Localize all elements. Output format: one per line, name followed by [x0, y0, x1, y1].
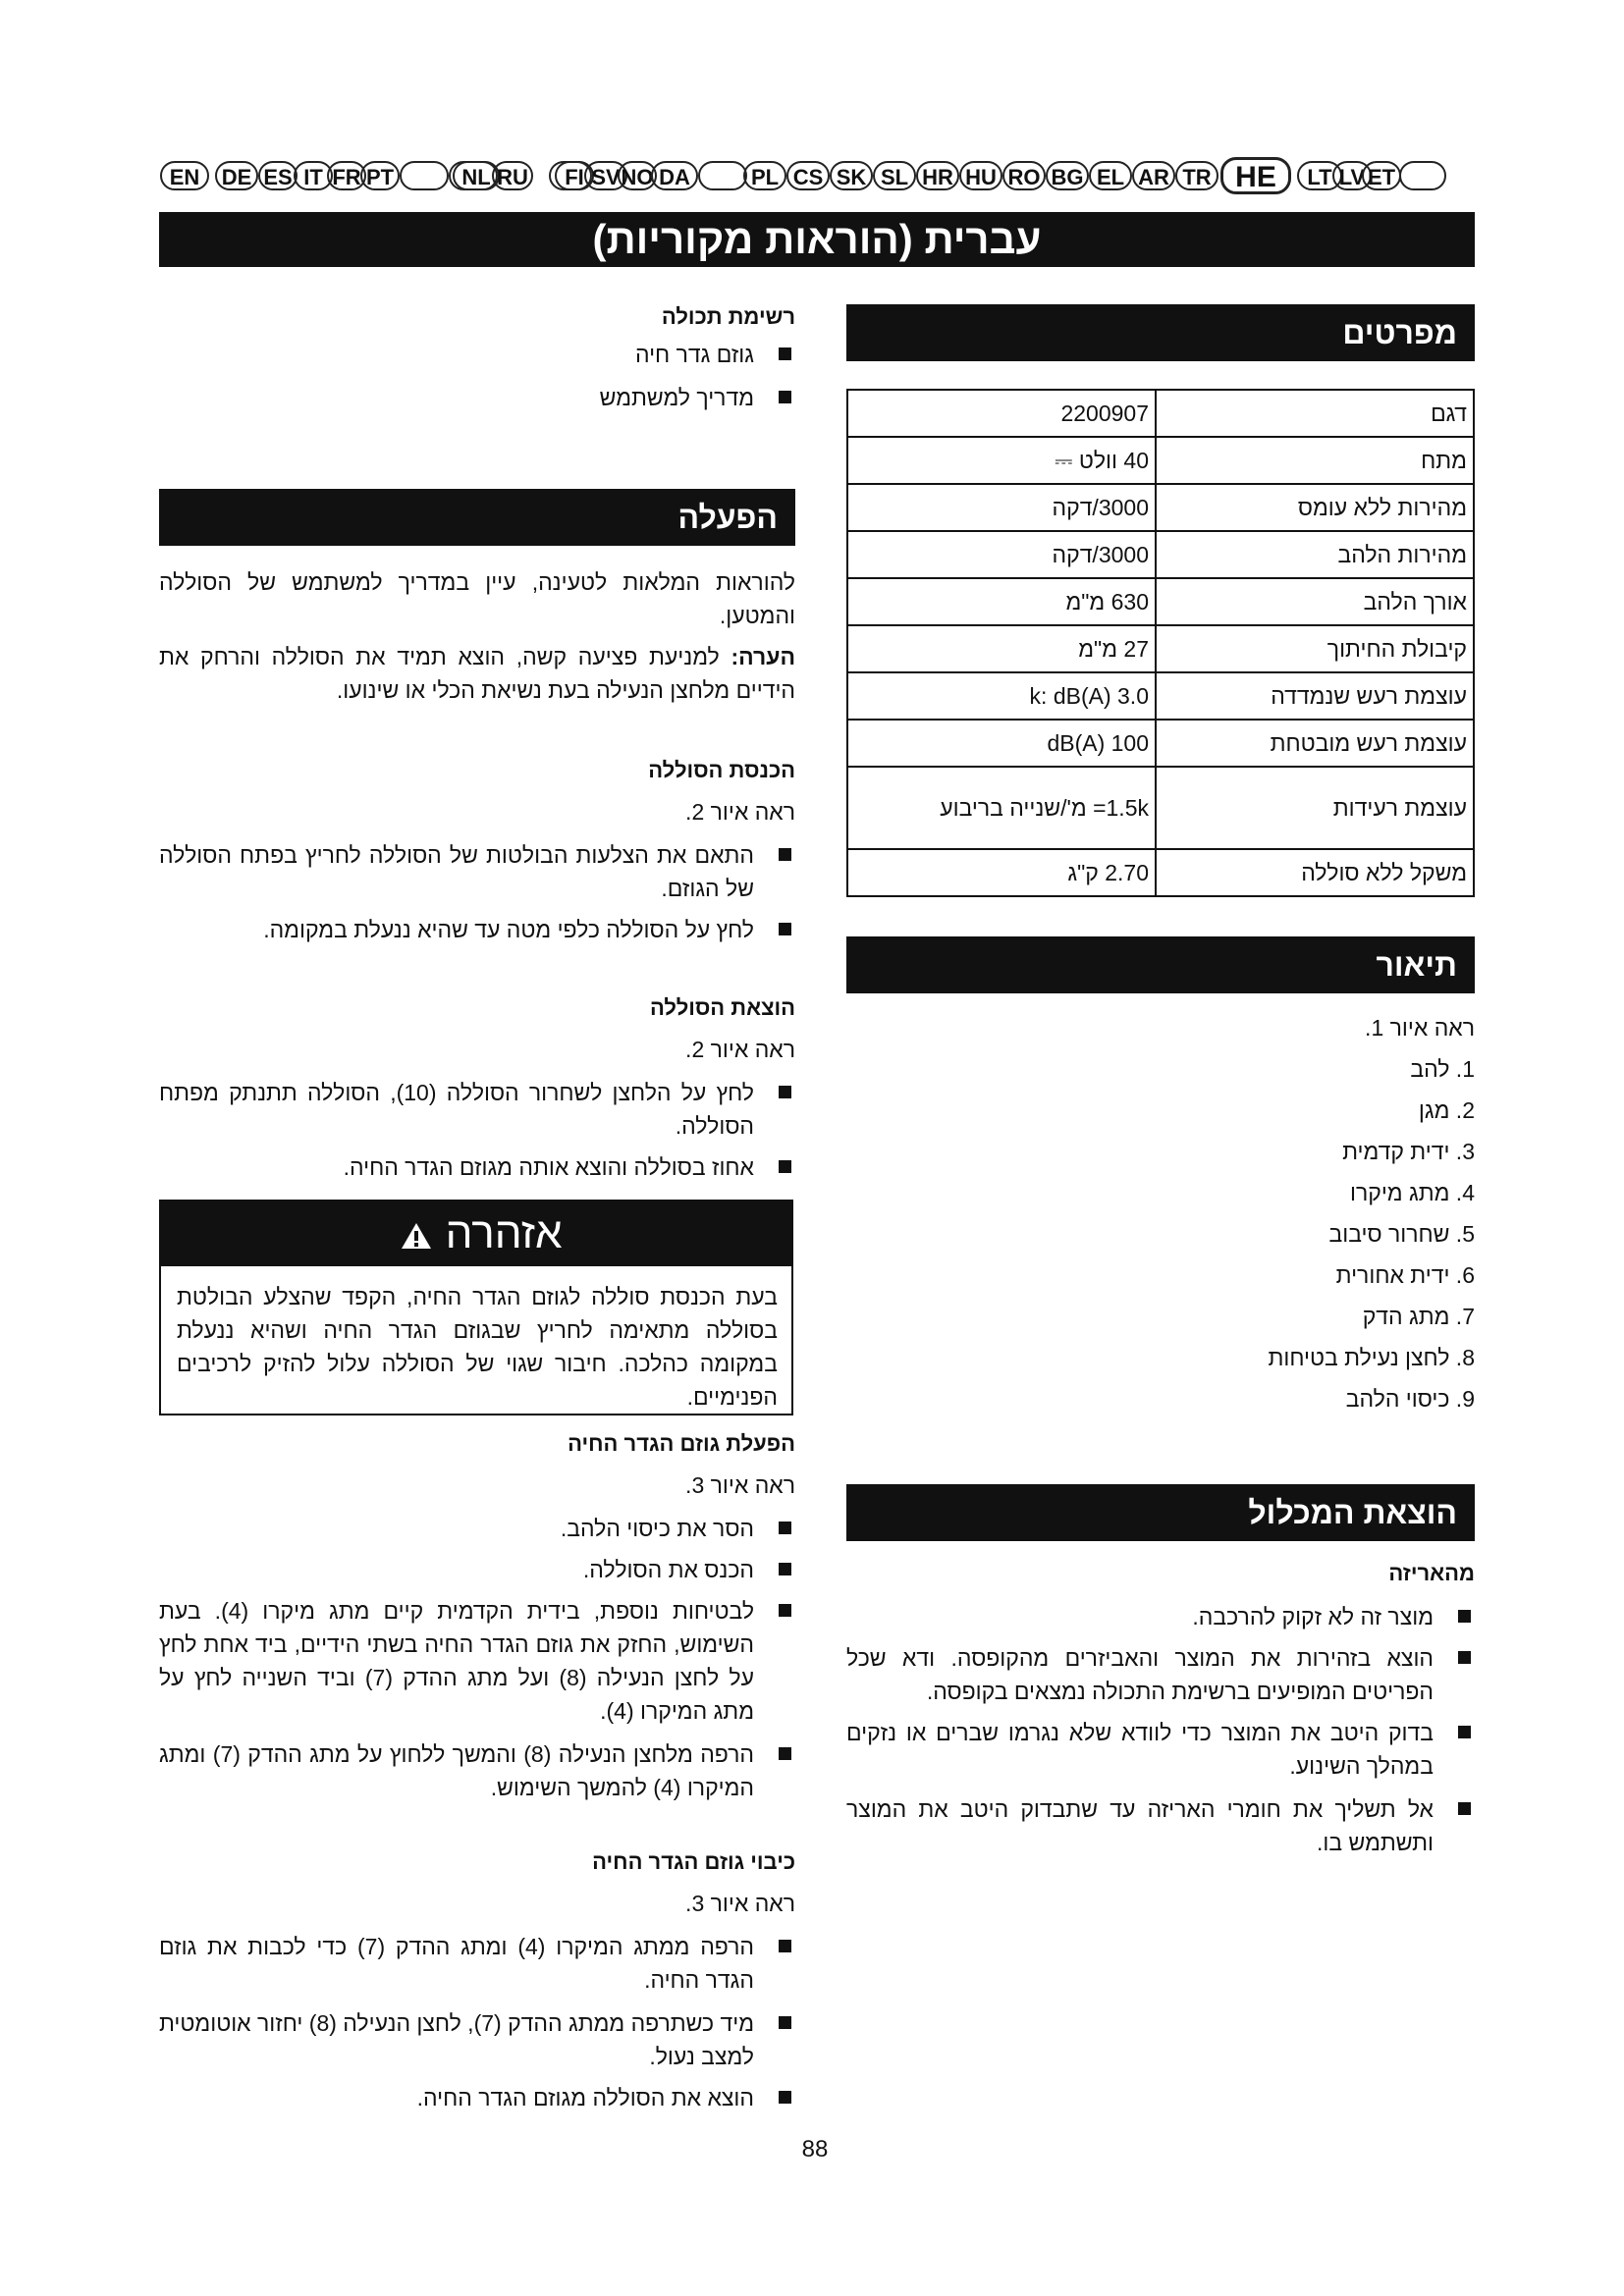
description-item: 1. להב: [1410, 1056, 1475, 1082]
spec-label: עוצמת רעש שנמדדה: [1156, 672, 1474, 720]
insert-item-2: לחץ על הסוללה כלפי מטה עד שהיא ננעלת במקומה.: [159, 913, 795, 946]
remove-item-2: אחוז בסוללה והוצא אותה מגוזם הגדר החיה.: [159, 1150, 795, 1184]
description-item: 6. ידית אחורית: [1335, 1262, 1475, 1288]
language-tabs: [160, 157, 1476, 196]
specs-heading: מפרטים: [846, 304, 1475, 361]
description-heading: תיאור: [846, 936, 1475, 993]
remove-see: ראה איור 2.: [685, 1037, 795, 1062]
stop-see: ראה איור 3.: [685, 1891, 795, 1916]
spec-label: מהירות ללא עומס: [1156, 484, 1474, 531]
spec-row: [847, 625, 1474, 672]
note-text: למניעת פציעה קשה, הוצא תמיד את הסוללה והרחק את הידיים מלחצן הנעילה בעת נשיאת הכלי או שינועו.: [159, 644, 795, 703]
spec-label: מהירות הלהב: [1156, 531, 1474, 578]
start-item-4: הרפה מלחצן הנעילה (8) והמשך ללחוץ על מתג ההדק (7) ומתג המיקרו (4) להמשך השימוש.: [159, 1737, 795, 1804]
spec-row: [847, 390, 1474, 437]
lang-tab-hr[interactable]: HR: [916, 161, 959, 190]
description-item: 9. כיסוי הלהב: [1345, 1386, 1475, 1412]
remove-item-1: לחץ על הלחצן לשחרור הסוללה (10), הסוללה תתנתק מפתח הסוללה.: [159, 1076, 795, 1143]
lang-tab-hu[interactable]: HU: [959, 161, 1002, 190]
operation-note: [159, 640, 795, 707]
spec-value: 2.70 ק"ג: [847, 849, 1156, 896]
spec-row: [847, 578, 1474, 625]
start-see: ראה איור 3.: [685, 1472, 795, 1498]
unpacking-item-4: אל תשליך את חומרי האריזה עד שתבדוק היטב את המוצר ותשתמש בו.: [846, 1792, 1475, 1859]
specs-table: [846, 389, 1475, 897]
spec-value: 27 מ"מ: [847, 625, 1156, 672]
lang-tab-blank-4[interactable]: [698, 161, 747, 190]
spec-label: עוצמת רעש מובטחת: [1156, 720, 1474, 767]
note-label: הערה:: [731, 644, 795, 669]
lang-tab-fr[interactable]: FR: [327, 161, 366, 190]
spec-row: [847, 672, 1474, 720]
warning-text: בעת הכנסת סוללה לגוזם הגדר החיה, הקפד שהצלע הבולטת בסוללה מתאימה לחריץ שבגוזם הגדר החיה ושהיא ננעלת במקומה כהלכה. חיבור שגוי של הסוללה עלול להזיק לרכיבים הפנימיים.: [177, 1284, 778, 1410]
lang-tab-no[interactable]: NO: [618, 161, 657, 190]
spec-label: קיבולת החיתוך: [1156, 625, 1474, 672]
stop-item-1: הרפה ממתג המיקרו (4) ומתג ההדק (7) כדי לכבות את גוזם הגדר החיה.: [159, 1930, 795, 1997]
contents-item-2: מדריך למשתמש: [491, 381, 795, 414]
page-title: עברית (הוראות מקוריות): [159, 212, 1475, 267]
warning-header: [161, 1201, 791, 1266]
lang-tab-bg[interactable]: BG: [1046, 161, 1089, 190]
lang-tab-et[interactable]: ET: [1362, 161, 1401, 190]
lang-tab-sv[interactable]: SV: [584, 161, 627, 190]
lang-tab-tr[interactable]: TR: [1175, 161, 1218, 190]
spec-label: אורך הלהב: [1156, 578, 1474, 625]
contents-item-1: גוזם גדר חיה: [491, 338, 795, 371]
spec-row: [847, 849, 1474, 896]
spec-label: משקל ללא סוללה: [1156, 849, 1474, 896]
lang-tab-lt[interactable]: LT: [1297, 161, 1342, 190]
lang-tab-da[interactable]: DA: [651, 161, 698, 190]
lang-tab-ru[interactable]: RU: [492, 161, 533, 190]
lang-tab-cs[interactable]: CS: [786, 161, 830, 190]
description-item: 7. מתג הדק: [1362, 1304, 1475, 1329]
description-item: 2. מגן: [1418, 1097, 1475, 1123]
stop-item-2: מיד כשתרפה ממתג ההדק (7), לחצן הנעילה (8) יחזור אוטומטית למצב נעול.: [159, 2006, 795, 2073]
page-number: 88: [801, 2136, 829, 2163]
start-item-2: הכנס את הסוללה.: [159, 1553, 795, 1586]
warning-heading: אזהרה: [445, 1209, 563, 1257]
lang-tab-es[interactable]: ES: [258, 161, 298, 190]
spec-value: 40 וולט ⎓: [847, 437, 1156, 484]
lang-tab-en[interactable]: EN: [160, 161, 209, 190]
operation-heading: הפעלה: [159, 489, 795, 546]
spec-value: 100 dB(A): [847, 720, 1156, 767]
lang-tab-pt[interactable]: PT: [360, 161, 400, 190]
lang-tab-sk[interactable]: SK: [830, 161, 873, 190]
lang-tab-pl[interactable]: PL: [743, 161, 786, 190]
description-item: 3. ידית קדמית: [1342, 1139, 1475, 1164]
spec-row: [847, 484, 1474, 531]
spec-value: 3000/דקה: [847, 484, 1156, 531]
lang-tab-de[interactable]: DE: [215, 161, 258, 190]
lang-tab-ro[interactable]: RO: [1002, 161, 1046, 190]
spec-value: 2200907: [847, 390, 1156, 437]
start-heading: הפעלת גוזם הגדר החיה: [568, 1431, 795, 1456]
spec-label: מתח: [1156, 437, 1474, 484]
lang-tab-blank-1[interactable]: [400, 161, 449, 190]
description-item: 4. מתג מיקרו: [1350, 1180, 1475, 1205]
stop-heading: כיבוי גוזם הגדר החיה: [592, 1849, 795, 1874]
lang-tab-nl[interactable]: NL: [453, 161, 500, 190]
spec-row: [847, 437, 1474, 484]
spec-row: [847, 767, 1474, 849]
insert-heading: הכנסת הסוללה: [648, 758, 795, 782]
start-item-3: לבטיחות נוספת, בידית הקדמית קיים מתג מיקרו (4). בעת השימוש, החזק את גוזם הגדר החיה בשתי הידיים, ביד אחת לחץ על לחצן הנעילה (8) ועל מתג ההדק (7) וביד השנייה לחץ על מתג המיקרו (4).: [159, 1594, 795, 1728]
spec-value: 630 מ"מ: [847, 578, 1156, 625]
spec-value: 3.0 k: dB(A): [847, 672, 1156, 720]
lang-tab-it[interactable]: IT: [294, 161, 333, 190]
spec-label: דגם: [1156, 390, 1474, 437]
unpacking-item-1: מוצר זה לא זקוק להרכבה.: [846, 1600, 1475, 1633]
spec-row: [847, 720, 1474, 767]
stop-item-3: הוצא את הסוללה מגוזם הגדר החיה.: [159, 2081, 795, 2114]
insert-see: ראה איור 2.: [685, 799, 795, 825]
spec-label: עוצמת רעידות: [1156, 767, 1474, 849]
lang-tab-lv[interactable]: LV: [1332, 161, 1372, 190]
remove-heading: הוצאת הסוללה: [649, 995, 795, 1020]
spec-value: 3000/דקה: [847, 531, 1156, 578]
lang-tab-he[interactable]: HE: [1220, 157, 1291, 194]
insert-item-1: התאם את הצלעות הבולטות של הסוללה לחריץ בפתח הסוללה של הגוזם.: [159, 838, 795, 905]
lang-tab-fi[interactable]: FI: [555, 161, 594, 190]
description-item: 5. שחרור סיבוב: [1328, 1221, 1475, 1247]
lang-tab-blank-5[interactable]: [1399, 161, 1446, 190]
lang-tab-sl[interactable]: SL: [873, 161, 916, 190]
unpacking-subheading: מהאריזה: [1388, 1561, 1475, 1585]
description-see: ראה איור 1.: [1365, 1015, 1475, 1041]
lang-tab-el[interactable]: EL: [1089, 161, 1132, 190]
contents-heading: רשימת תכולה: [661, 304, 795, 329]
operation-intro: להוראות המלאות לטעינה, עיין במדריך למשתמש של הסוללה והמטען.: [159, 569, 795, 628]
unpacking-item-2: הוצא בזהירות את המוצר והאביזרים מהקופסה. ודא שכל הפריטים המופיעים ברשימת התכולה נמצאים בקופסה.: [846, 1641, 1475, 1708]
unpacking-item-3: בדוק היטב את המוצר כדי לוודא שלא נגרמו שברים או נזקים במהלך השינוע.: [846, 1716, 1475, 1783]
spec-row: [847, 531, 1474, 578]
warning-box: [159, 1200, 793, 1415]
spec-value: 1.5k= מ'/שנייה בריבוע: [847, 767, 1156, 849]
unpacking-heading: הוצאת המכלול: [846, 1484, 1475, 1541]
lang-tab-ar[interactable]: AR: [1132, 161, 1175, 190]
warning-triangle-icon: [400, 1221, 433, 1251]
description-item: 8. לחצן נעילת בטיחות: [1268, 1345, 1475, 1370]
start-item-1: הסר את כיסוי הלהב.: [159, 1512, 795, 1545]
